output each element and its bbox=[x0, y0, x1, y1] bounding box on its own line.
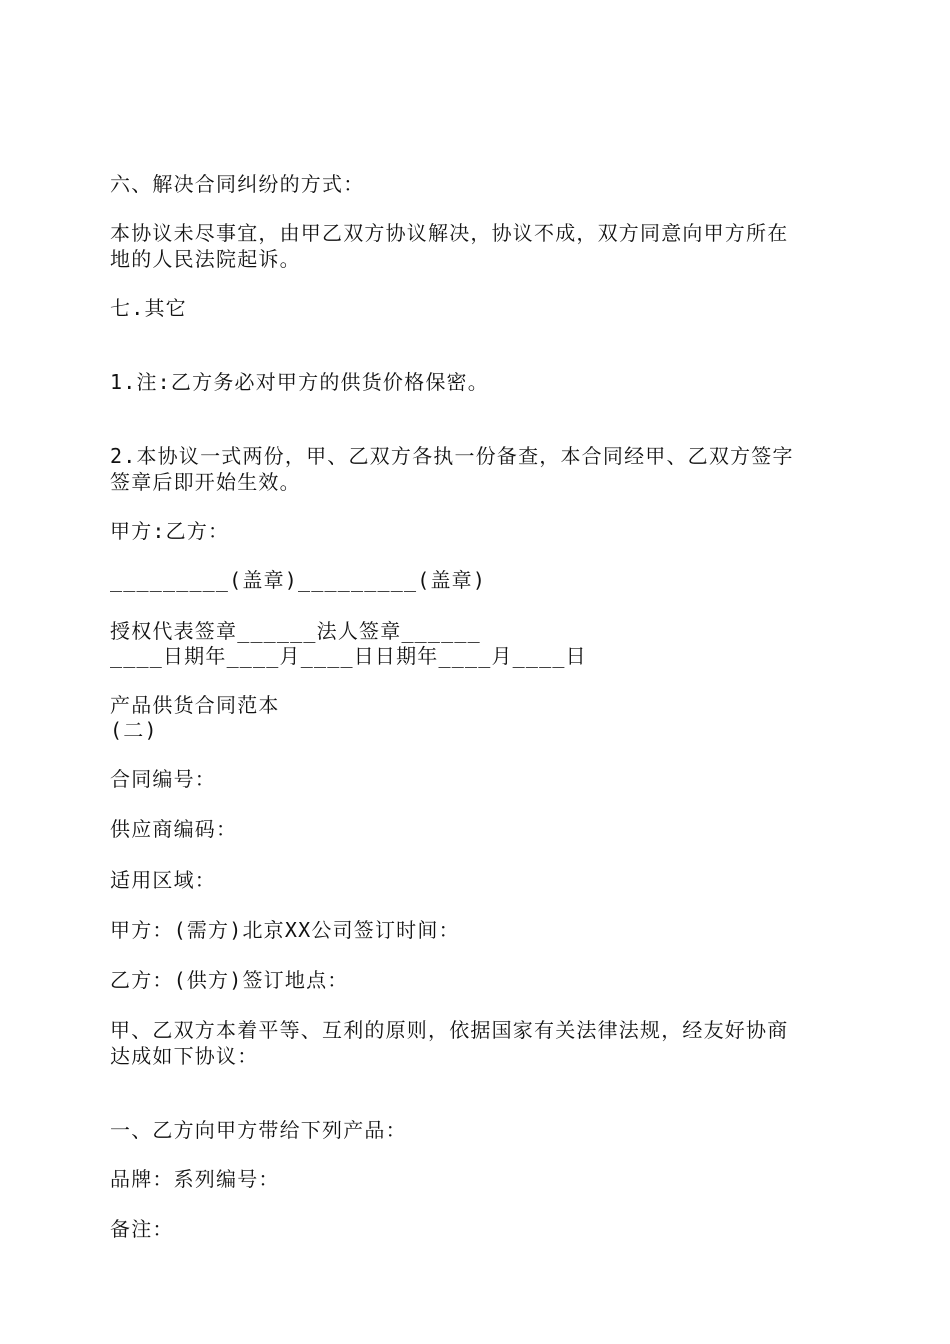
signature-line: 授权代表签章______法人签章______ bbox=[110, 619, 481, 643]
preamble-line-1: 甲、乙双方本着平等、互利的原则，依据国家有关法律法规，经友好协商 bbox=[110, 1018, 789, 1042]
remarks-field: 备注： bbox=[110, 1217, 174, 1241]
party-labels: 甲方:乙方： bbox=[110, 519, 230, 543]
contract-template-subtitle: (二) bbox=[110, 718, 158, 742]
section-heading-products: 一、乙方向甲方带给下列产品： bbox=[110, 1118, 407, 1142]
party-b-field: 乙方：(供方)签订地点： bbox=[110, 968, 349, 992]
note-item-2-line-1: 2.本协议一式两份，甲、乙双方各执一份备查，本合同经甲、乙双方签字 bbox=[110, 444, 794, 468]
seal-line: _________(盖章)_________(盖章) bbox=[110, 568, 487, 592]
date-line: ____日期年____月____日日期年____月____日 bbox=[110, 644, 587, 668]
note-item-2-line-2: 签章后即开始生效。 bbox=[110, 470, 301, 494]
brand-field: 品牌：系列编号： bbox=[110, 1167, 280, 1191]
supplier-code-field: 供应商编码： bbox=[110, 817, 238, 841]
contract-number-field: 合同编号： bbox=[110, 767, 216, 791]
paragraph-dispute-line-1: 本协议未尽事宜，由甲乙双方协议解决，协议不成，双方同意向甲方所在 bbox=[110, 221, 789, 245]
section-heading-other: 七.其它 bbox=[110, 296, 187, 320]
note-item-1: 1.注:乙方务必对甲方的供货价格保密。 bbox=[110, 370, 489, 394]
preamble-line-2: 达成如下协议： bbox=[110, 1044, 259, 1068]
party-a-field: 甲方：(需方)北京XX公司签订时间： bbox=[110, 918, 460, 942]
section-heading-dispute: 六、解决合同纠纷的方式： bbox=[110, 172, 365, 196]
contract-template-title: 产品供货合同范本 bbox=[110, 693, 280, 717]
paragraph-dispute-line-2: 地的人民法院起诉。 bbox=[110, 247, 301, 271]
region-field: 适用区域： bbox=[110, 868, 216, 892]
